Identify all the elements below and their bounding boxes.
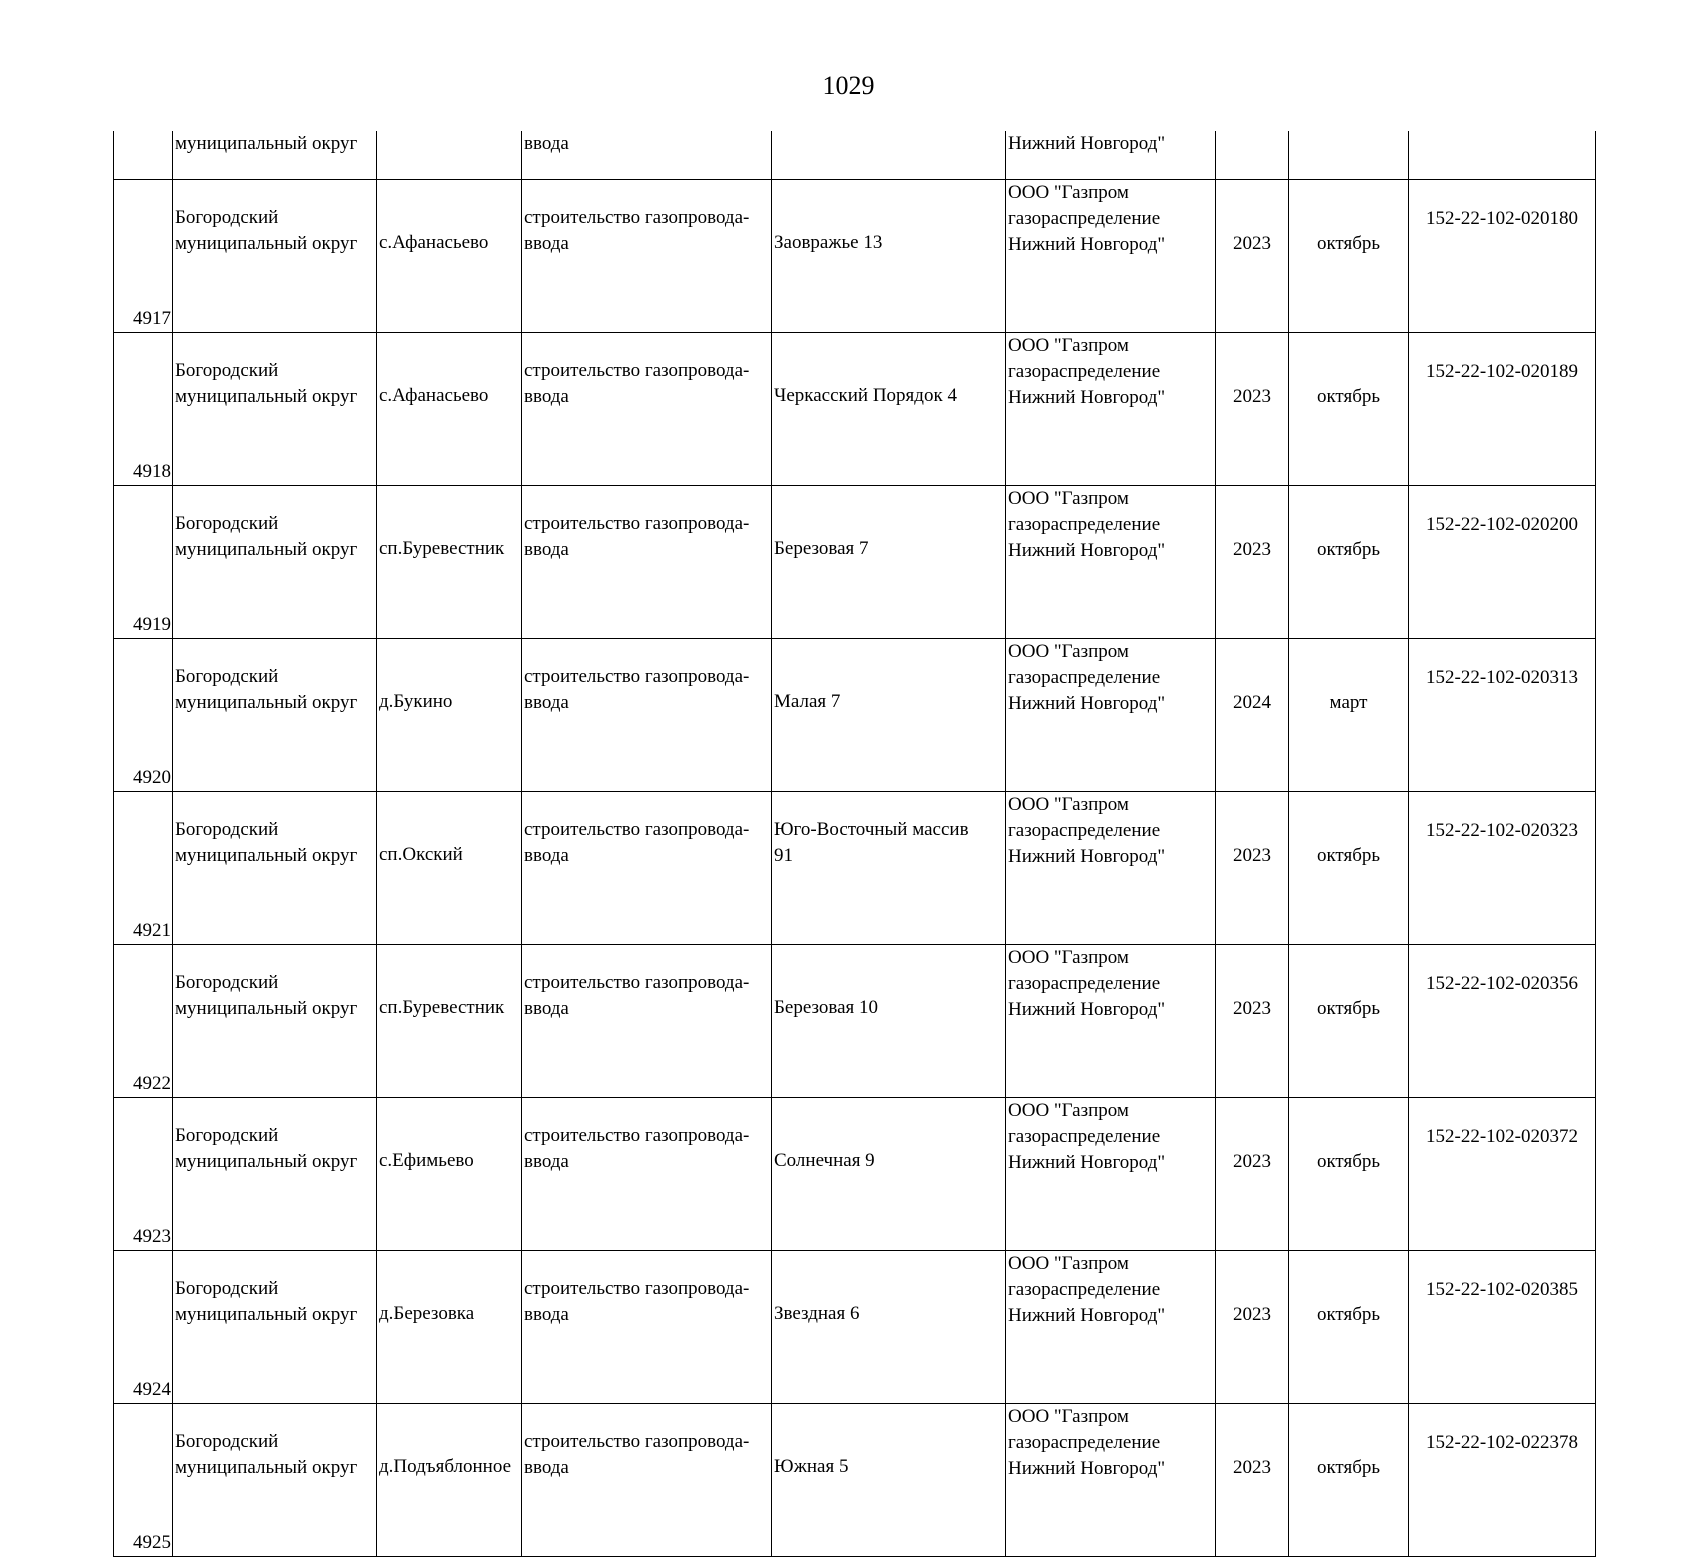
work-line: ввода [524,1151,569,1172]
cell-code: 152-22-102-020189 [1409,333,1596,486]
cell-district [173,333,377,486]
cell-code [1409,131,1596,180]
cell-work [522,1098,772,1251]
cell-month [1289,131,1409,180]
cell-district [173,945,377,1098]
object-line: Звездная 6 [774,1303,860,1324]
cell-org [1006,639,1216,792]
cell-org [1006,1404,1216,1557]
org-line: Нижний Новгород" [1008,1458,1166,1479]
cell-settlement: д.Березовка [377,1251,522,1404]
cell-code: 152-22-102-020180 [1409,180,1596,333]
cell-num: 4925 [114,1404,173,1557]
district-line: Богородский [175,1125,279,1146]
district-line: Богородский [175,207,279,228]
work-line: строительство газопровода- [524,360,750,381]
org-line: Нижний Новгород" [1008,846,1166,867]
cell-month: октябрь [1289,486,1409,639]
object-line: Березовая 7 [774,538,869,559]
org-line: Нижний Новгород" [1008,387,1166,408]
cell-num: 4921 [114,792,173,945]
cell-code: 152-22-102-020356 [1409,945,1596,1098]
work-line: ввода [524,1304,569,1325]
registry-table-body [114,131,1596,1557]
cell-settlement: д.Подъяблонное [377,1404,522,1557]
district-line: муниципальный округ [175,386,358,407]
table-row [114,945,1596,1098]
cell-org [1006,792,1216,945]
district-line: муниципальный округ [175,998,358,1019]
cell-settlement: д.Букино [377,639,522,792]
cell-month: октябрь [1289,1404,1409,1557]
org-line: Нижний Новгород" [1008,1305,1166,1326]
district-line: Богородский [175,360,279,381]
cell-district [173,1404,377,1557]
cell-work [522,639,772,792]
district-line: муниципальный округ [175,845,358,866]
cell-year: 2023 [1216,1404,1289,1557]
registry-table [113,131,1596,1557]
org-line: газораспределение [1008,667,1161,688]
cell-object [772,1404,1006,1557]
org-line: ООО "Газпром [1008,947,1129,968]
cell-org [1006,180,1216,333]
cell-org [1006,945,1216,1098]
cell-org: Нижний Новгород" [1006,131,1216,180]
cell-settlement: сп.Буревестник [377,486,522,639]
district-line: муниципальный округ [175,692,358,713]
district-line: муниципальный округ [175,539,358,560]
org-line: газораспределение [1008,1126,1161,1147]
cell-org [1006,333,1216,486]
cell-district [173,1251,377,1404]
cell-code: 152-22-102-020372 [1409,1098,1596,1251]
table-row [114,180,1596,333]
cell-org [1006,486,1216,639]
cell-month: март [1289,639,1409,792]
district-line: Богородский [175,1278,279,1299]
page-number: 1029 [822,71,875,100]
org-line: газораспределение [1008,1432,1161,1453]
object-line: Заовражье 13 [774,232,883,253]
cell-object [772,486,1006,639]
cell-work [522,1404,772,1557]
district-line: Богородский [175,513,279,534]
cell-work: ввода [522,131,772,180]
district-line: муниципальный округ [175,233,358,254]
district-line: Богородский [175,819,279,840]
org-line: ООО "Газпром [1008,1406,1129,1427]
org-line: ООО "Газпром [1008,641,1129,662]
cell-settlement: сп.Буревестник [377,945,522,1098]
cell-year: 2023 [1216,486,1289,639]
work-line: ввода [524,845,569,866]
cell-settlement: с.Ефимьево [377,1098,522,1251]
work-line: ввода [524,998,569,1019]
org-line: газораспределение [1008,208,1161,229]
district-line: муниципальный округ [175,1151,358,1172]
org-line: Нижний Новгород" [1008,693,1166,714]
cell-code: 152-22-102-020323 [1409,792,1596,945]
org-line: ООО "Газпром [1008,1253,1129,1274]
cell-settlement: с.Афанасьево [377,333,522,486]
work-line: строительство газопровода- [524,819,750,840]
cell-work [522,486,772,639]
cell-month: октябрь [1289,945,1409,1098]
cell-code: 152-22-102-020200 [1409,486,1596,639]
cell-object [772,945,1006,1098]
org-line: Нижний Новгород" [1008,540,1166,561]
org-line: Нижний Новгород" [1008,1152,1166,1173]
object-line: Березовая 10 [774,997,879,1018]
cell-work [522,1251,772,1404]
work-line: строительство газопровода- [524,1125,750,1146]
work-line: ввода [524,692,569,713]
table-row [114,1404,1596,1557]
district-line: муниципальный округ [175,1457,358,1478]
cell-month: октябрь [1289,1098,1409,1251]
cell-month: октябрь [1289,333,1409,486]
table-row [114,486,1596,639]
cell-district [173,1098,377,1251]
work-line: ввода [524,539,569,560]
cell-object [772,180,1006,333]
table-row [114,639,1596,792]
cell-object [772,131,1006,180]
cell-object [772,1098,1006,1251]
work-line: строительство газопровода- [524,207,750,228]
cell-month: октябрь [1289,1251,1409,1404]
cell-year: 2023 [1216,333,1289,486]
table-row [114,1251,1596,1404]
cell-settlement: с.Афанасьево [377,180,522,333]
org-line: ООО "Газпром [1008,794,1129,815]
table-row [114,1098,1596,1251]
cell-code: 152-22-102-020385 [1409,1251,1596,1404]
district-line: Богородский [175,972,279,993]
cell-district: муниципальный округ [173,131,377,180]
table-row-continuation [114,131,1596,180]
org-line: ООО "Газпром [1008,1100,1129,1121]
object-line: Юго-Восточный массив [774,819,969,840]
object-line: Солнечная 9 [774,1150,875,1171]
org-line: газораспределение [1008,361,1161,382]
cell-num: 4919 [114,486,173,639]
cell-object [772,333,1006,486]
work-line: ввода [524,386,569,407]
cell-num: 4922 [114,945,173,1098]
cell-object [772,792,1006,945]
cell-num: 4924 [114,1251,173,1404]
org-line: газораспределение [1008,973,1161,994]
cell-year: 2023 [1216,180,1289,333]
cell-month: октябрь [1289,792,1409,945]
org-line: газораспределение [1008,514,1161,535]
cell-code: 152-22-102-020313 [1409,639,1596,792]
org-line: ООО "Газпром [1008,488,1129,509]
cell-work [522,792,772,945]
district-line: Богородский [175,1431,279,1452]
org-line: Нижний Новгород" [1008,234,1166,255]
cell-year: 2023 [1216,945,1289,1098]
cell-month: октябрь [1289,180,1409,333]
cell-org [1006,1098,1216,1251]
cell-work [522,945,772,1098]
work-line: строительство газопровода- [524,666,750,687]
district-line: Богородский [175,666,279,687]
cell-year: 2023 [1216,1098,1289,1251]
work-line: ввода [524,1457,569,1478]
cell-object [772,639,1006,792]
cell-num: 4918 [114,333,173,486]
cell-district [173,486,377,639]
cell-work [522,333,772,486]
org-line: ООО "Газпром [1008,335,1129,356]
cell-num: 4920 [114,639,173,792]
cell-district [173,180,377,333]
object-line: Южная 5 [774,1456,849,1477]
cell-year: 2024 [1216,639,1289,792]
work-line: ввода [524,233,569,254]
cell-num [114,131,173,180]
cell-settlement [377,131,522,180]
cell-district [173,639,377,792]
cell-year [1216,131,1289,180]
table-row [114,333,1596,486]
cell-district [173,792,377,945]
org-line: Нижний Новгород" [1008,999,1166,1020]
org-line: ООО "Газпром [1008,182,1129,203]
work-line: строительство газопровода- [524,1431,750,1452]
cell-year: 2023 [1216,792,1289,945]
district-line: муниципальный округ [175,1304,358,1325]
cell-num: 4917 [114,180,173,333]
cell-code: 152-22-102-022378 [1409,1404,1596,1557]
object-line: Малая 7 [774,691,841,712]
cell-org [1006,1251,1216,1404]
table-row [114,792,1596,945]
work-line: строительство газопровода- [524,972,750,993]
work-line: строительство газопровода- [524,1278,750,1299]
cell-num: 4923 [114,1098,173,1251]
object-line: 91 [774,845,793,866]
cell-settlement: сп.Окский [377,792,522,945]
cell-work [522,180,772,333]
cell-object [772,1251,1006,1404]
cell-year: 2023 [1216,1251,1289,1404]
work-line: строительство газопровода- [524,513,750,534]
object-line: Черкасский Порядок 4 [774,385,957,406]
org-line: газораспределение [1008,1279,1161,1300]
org-line: газораспределение [1008,820,1161,841]
